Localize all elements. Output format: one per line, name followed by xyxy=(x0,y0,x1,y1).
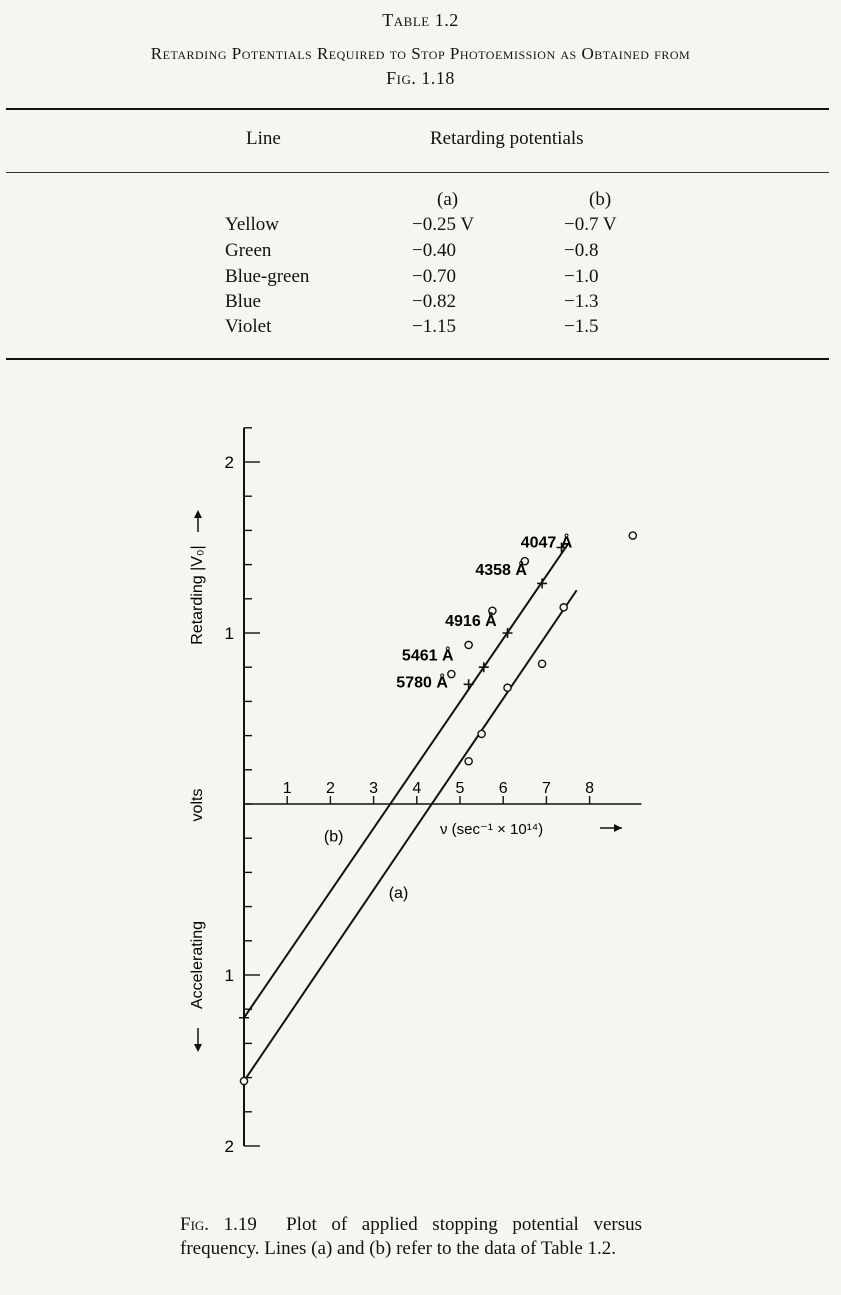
data-point-plus xyxy=(464,679,474,689)
retarding-arrow-head xyxy=(194,510,202,518)
sub-header-a: (a) xyxy=(437,189,459,210)
table-header-rule xyxy=(6,172,829,173)
y-label-accelerating: Accelerating xyxy=(189,920,206,1010)
row-value-b: −0.7 V xyxy=(564,214,617,235)
series-label: (b) xyxy=(323,828,344,846)
wavelength-label: 4358 Å xyxy=(475,561,527,579)
x-tick-label: 1 xyxy=(282,780,292,797)
wavelength-label: 4916 Å xyxy=(445,613,497,631)
table-title-line1: Retarding Potentials Required to Stop Photoemission as Obtained from xyxy=(150,44,691,63)
figure-label: Fig. 1.19 xyxy=(180,1214,257,1235)
table-top-rule xyxy=(6,108,829,110)
y-label-retarding: Retarding |V₀| xyxy=(189,545,206,645)
row-value-b: −1.0 xyxy=(564,266,599,287)
data-point-circle xyxy=(465,758,472,765)
x-tick-label: 8 xyxy=(585,780,595,797)
chart-axes xyxy=(225,428,642,1156)
x-tick-label: 3 xyxy=(369,780,379,797)
row-line: Blue-green xyxy=(225,266,310,287)
table-label: Table 1.2 xyxy=(382,10,459,30)
row-line: Violet xyxy=(225,316,272,337)
row-value-a: −1.15 xyxy=(412,316,456,337)
y-tick-label: 2 xyxy=(224,453,234,472)
y-tick-label: 1 xyxy=(224,966,234,985)
y-label-volts: volts xyxy=(189,788,206,822)
figure-caption xyxy=(180,1213,642,1261)
stopping-potential-chart xyxy=(0,360,841,1210)
x-tick-label: 5 xyxy=(455,780,465,797)
col-header-line: Line xyxy=(246,128,281,149)
figure-caption-text: Plot of applied stopping potential versus frequency. Lines (a) and (b) refer to the data of Table 1.2. xyxy=(180,1214,642,1259)
data-point-circle xyxy=(448,670,455,677)
y-tick-label: 1 xyxy=(224,624,234,643)
accelerating-arrow-head xyxy=(194,1044,202,1052)
x-axis-label: ν (sec⁻¹ × 10¹⁴) xyxy=(440,821,544,838)
wavelength-label: 5780 Å xyxy=(396,674,448,692)
fit-lines xyxy=(244,544,577,1081)
data-point-circle xyxy=(538,660,545,667)
row-line: Yellow xyxy=(225,214,280,235)
data-point-circle xyxy=(478,730,485,737)
row-value-a: −0.25 V xyxy=(412,214,475,235)
data-point-circle xyxy=(629,532,636,539)
data-point-circle xyxy=(240,1077,247,1084)
x-tick-label: 6 xyxy=(498,780,508,797)
row-value-b: −1.5 xyxy=(564,316,599,337)
x-tick-label: 4 xyxy=(412,780,422,797)
row-value-a: −0.70 xyxy=(412,266,456,287)
row-value-a: −0.82 xyxy=(412,291,456,312)
data-point-circle xyxy=(465,641,472,648)
series-label: (a) xyxy=(388,885,409,903)
row-value-a: −0.40 xyxy=(412,240,456,261)
data-point-circle xyxy=(504,684,511,691)
wavelength-label: 4047 Å xyxy=(520,534,573,552)
row-line: Blue xyxy=(225,291,261,312)
x-axis-arrow-head xyxy=(614,824,622,832)
y-tick-label: 2 xyxy=(224,1137,234,1156)
col-header-potentials: Retarding potentials xyxy=(430,128,584,149)
sub-header-b: (b) xyxy=(589,189,612,210)
row-value-b: −0.8 xyxy=(564,240,599,261)
table-title-line2: Fig. 1.18 xyxy=(386,68,455,88)
data-point-circle xyxy=(560,604,567,611)
wavelength-label: 5461 Å xyxy=(401,647,454,665)
fit-line xyxy=(244,544,568,1018)
x-tick-label: 7 xyxy=(541,780,551,797)
x-tick-label: 2 xyxy=(325,780,335,797)
row-line: Green xyxy=(225,240,272,261)
row-value-b: −1.3 xyxy=(564,291,599,312)
